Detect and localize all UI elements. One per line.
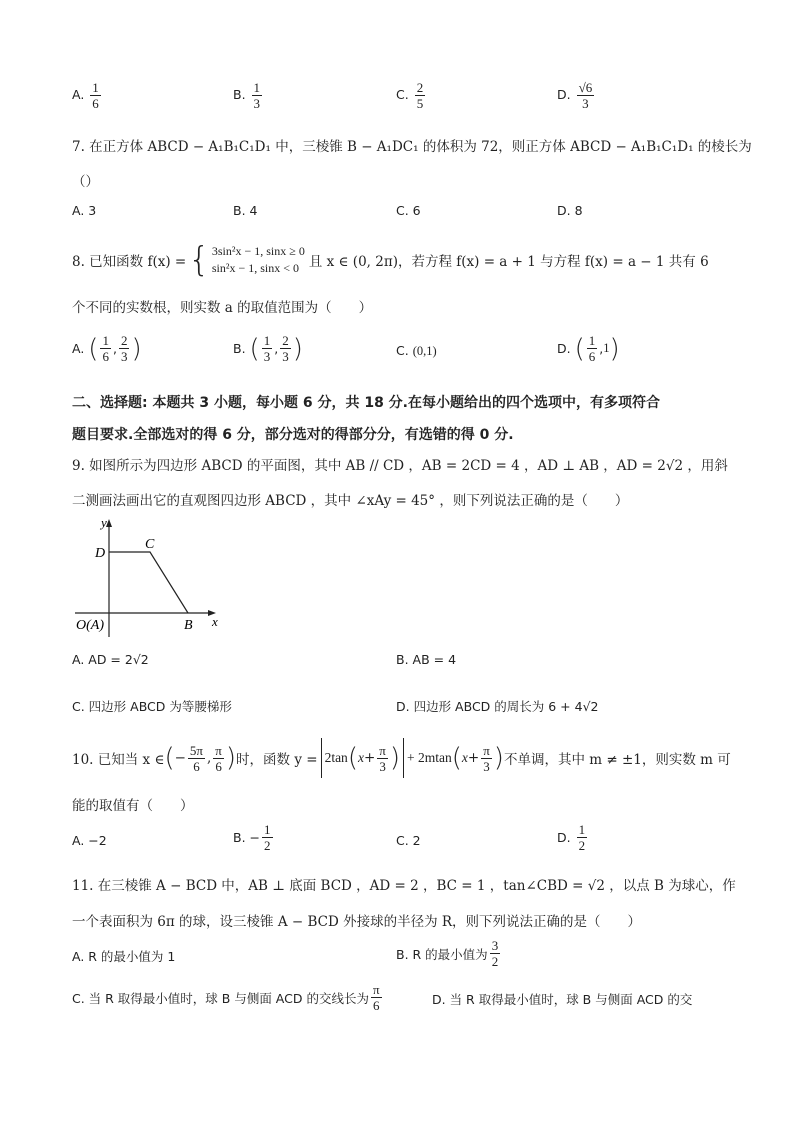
q7-bracket: （） <box>72 174 99 190</box>
section2-heading-line2: 题目要求.全部选对的得 6 分，部分选对的得部分分，有选错的得 0 分. <box>72 427 514 443</box>
q11-option-c: C. 当 R 取得最小值时，球 B 与侧面 ACD 的交线长为 $\frac{\pi}{6}$ <box>72 982 380 1013</box>
abs-value-bars: 2tan ( x + $\frac{\pi}{3}$ ) <box>321 738 404 778</box>
q10-option-d: D. $\frac{1}{2}$ <box>557 822 586 853</box>
q11-option-d: D. 当 R 取得最小值时，球 B 与侧面 ACD 的交 <box>432 992 693 1007</box>
q11-option-b: B. R 的最小值为 $\frac{3}{2}$ <box>396 938 499 969</box>
q9-option-b: B. AB = 4 <box>396 652 457 667</box>
label-y: y <box>101 515 107 530</box>
q6-option-b: B. $\frac{1}{3}$ <box>233 80 261 111</box>
y-axis-arrow-icon <box>106 519 112 527</box>
q8-case2: sin²x − 1, sinx < 0 <box>211 261 299 275</box>
q6-option-d: D. $\frac{√6}{3}$ <box>557 80 593 111</box>
q8-option-a: A. ( $\frac{1}{6}$ , $\frac{2}{3}$ ) <box>72 333 142 364</box>
trapezoid-edges <box>109 552 188 613</box>
q9-stem-line2: 二测画法画出它的直观图四边形 ABCD ，其中 ∠xAy = 45° ，则下列说法正确的是（ ） <box>72 493 629 509</box>
q10-option-a: A. −2 <box>72 833 107 848</box>
q7-option-d: D. 8 <box>557 203 583 218</box>
q10-stem: 10. 已知当 x ∈ ( − $\frac{5\pi}{6}$ , $\frac{\pi}{6}$ ) 时，函数 y = 2tan ( x + $\frac{\pi}{3}$ ) + 2mtan ( x + $\frac{\pi}{3}$ ) 不单调，其中 m ≠ ±1，则实数 m 可 <box>72 736 731 780</box>
q11-option-a: A. R 的最小值为 1 <box>72 949 176 964</box>
label-b: B <box>184 618 193 633</box>
q10-option-c: C. 2 <box>396 833 421 848</box>
q9-option-d: D. 四边形 ABCD 的周长为 6 + 4√2 <box>396 699 599 714</box>
q9-stem-line1: 9. 如图所示为四边形 ABCD 的平面图，其中 AB // CD ，AB = 2CD = 4 ，AD ⊥ AB ，AD = 2√2 ，用斜 <box>72 458 728 474</box>
q11-stem-line1: 11. 在三棱锥 A − BCD 中，AB ⊥ 底面 BCD ，AD = 2 ，BC = 1 ，tan∠CBD = √2 ，以点 B 为球心，作 <box>72 878 736 894</box>
q7-option-c: C. 6 <box>396 203 421 218</box>
q8-option-b: B. ( $\frac{1}{3}$ , $\frac{2}{3}$ ) <box>233 333 303 364</box>
q8-case1: 3sin²x − 1, sinx ≥ 0 <box>211 244 305 258</box>
q8-stem: 8. 已知函数 f(x) = { 3sin²x − 1, sinx ≥ 0 sin²x − 1, sinx < 0 且 x ∈ (0, 2π)，若方程 f(x) = a + 1 与方程 f(x) = a − 1 共有 6 <box>72 240 709 280</box>
q8-stem-line2: 个不同的实数根，则实数 a 的取值范围为（ ） <box>72 300 373 316</box>
q8-option-d: D. ( $\frac{1}{6}$ , 1 ) <box>557 333 620 364</box>
q8-option-c: C. (0,1) <box>396 343 437 358</box>
label-origin: O(A) <box>76 618 104 633</box>
q10-option-b: B. − $\frac{1}{2}$ <box>233 822 271 853</box>
q7-option-a: A. 3 <box>72 203 97 218</box>
q6-option-c: C. $\frac{2}{5}$ <box>396 80 424 111</box>
q10-stem-line2: 能的取值有（ ） <box>72 798 194 814</box>
q9-option-a: A. AD = 2√2 <box>72 652 149 667</box>
q9-figure <box>70 515 230 640</box>
brace: { <box>188 240 210 280</box>
q9-option-c: C. 四边形 ABCD 为等腰梯形 <box>72 699 232 714</box>
label-c: C <box>145 537 155 552</box>
q7-stem: 7. 在正方体 ABCD − A₁B₁C₁D₁ 中，三棱锥 B − A₁DC₁ 的体积为 72，则正方体 ABCD − A₁B₁C₁D₁ 的棱长为 <box>72 139 752 155</box>
q6-option-a: A. $\frac{1}{6}$ <box>72 80 99 111</box>
q7-option-b: B. 4 <box>233 203 258 218</box>
label-d: D <box>95 546 106 561</box>
section2-heading-line1: 二、选择题: 本题共 3 小题，每小题 6 分，共 18 分.在每小题给出的四个选项中，有多项符合 <box>72 395 660 411</box>
label-x: x <box>212 614 218 629</box>
q11-stem-line2: 一个表面积为 6π 的球，设三棱锥 A − BCD 外接球的半径为 R，则下列说法正确的是（ ） <box>72 914 642 930</box>
